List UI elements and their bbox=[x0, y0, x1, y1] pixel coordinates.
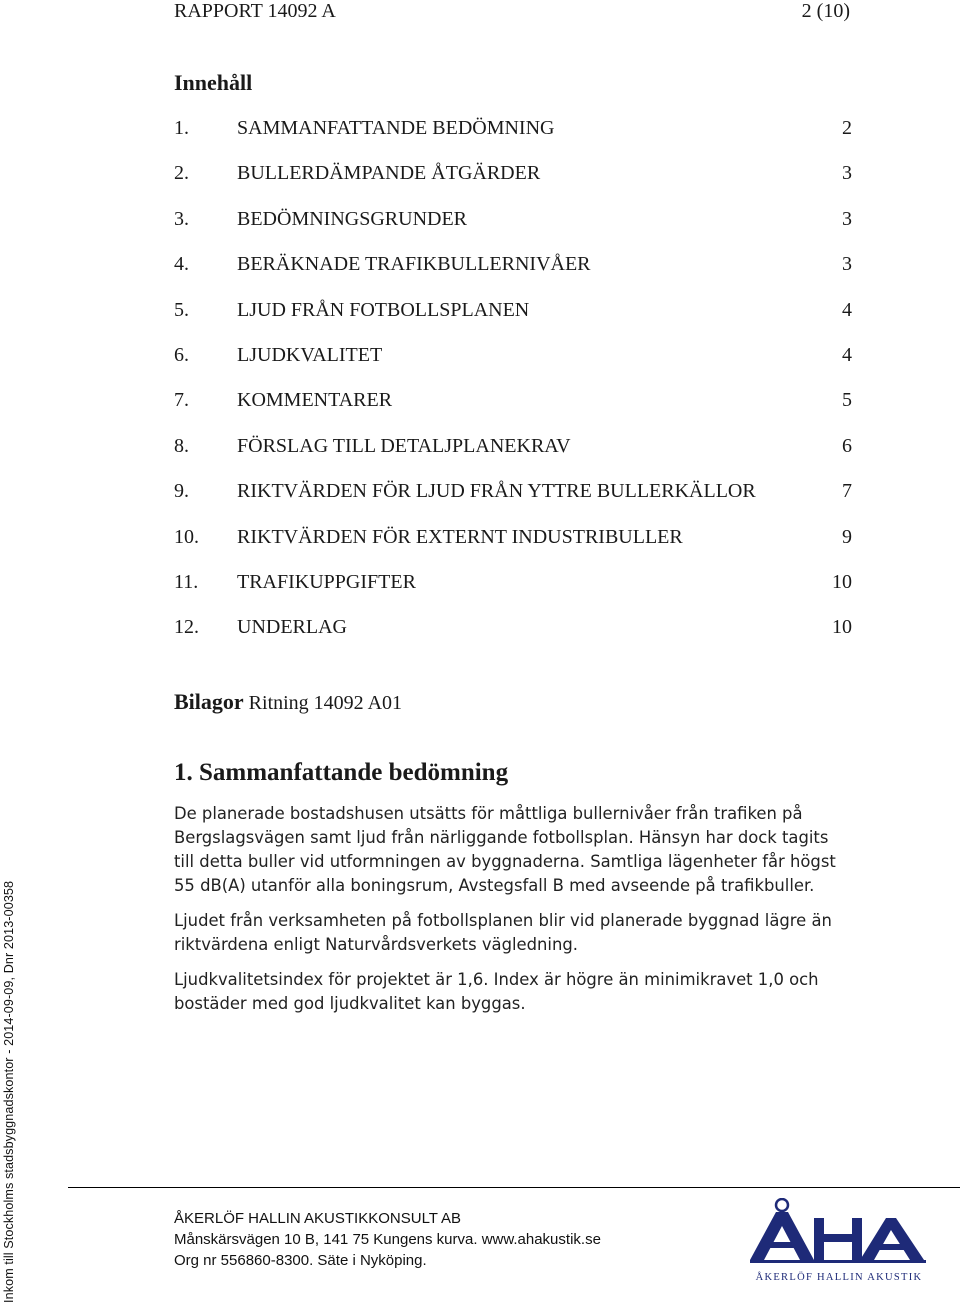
toc-item-title: BERÄKNADE TRAFIKBULLERNIVÅER bbox=[237, 253, 591, 276]
footer-org: Org nr 556860-8300. Säte i Nyköping. bbox=[174, 1252, 427, 1269]
footer-divider bbox=[68, 1187, 960, 1188]
toc-item-page: 3 bbox=[842, 207, 852, 230]
toc-item bbox=[174, 616, 852, 661]
paragraph-line: bostäder med god ljudkvalitet kan byggas. bbox=[174, 994, 526, 1013]
toc-item-title: UNDERLAG bbox=[237, 616, 347, 639]
toc-item-number: 2. bbox=[174, 162, 189, 185]
toc-item-title: BULLERDÄMPANDE ÅTGÄRDER bbox=[237, 162, 541, 185]
toc-item-number: 11. bbox=[174, 570, 199, 593]
section-heading: 1. Sammanfattande bedömning bbox=[174, 759, 509, 786]
toc-item-number: 7. bbox=[174, 389, 189, 412]
paragraph bbox=[174, 802, 864, 898]
toc-item-number: 9. bbox=[174, 480, 189, 503]
registration-stamp: Inkom till Stockholms stadsbyggnadskontor - 2014-09-09, Dnr 2013-00358 bbox=[2, 880, 16, 1303]
toc-item-title: FÖRSLAG TILL DETALJPLANEKRAV bbox=[237, 434, 571, 457]
toc-item-page: 3 bbox=[842, 162, 852, 185]
paragraph-line: Ljudet från verksamheten på fotbollsplanen blir vid planerade byggnad lägre än bbox=[174, 911, 832, 930]
toc-item bbox=[174, 162, 852, 207]
toc-item bbox=[174, 117, 852, 162]
footer bbox=[174, 1208, 601, 1271]
toc-item-page: 7 bbox=[842, 480, 852, 503]
toc-item-title: KOMMENTARER bbox=[237, 389, 393, 412]
paragraph-line: De planerade bostadshusen utsätts för måttliga bullernivåer från trafiken på bbox=[174, 804, 803, 823]
toc-item-page: 6 bbox=[842, 434, 852, 457]
toc-item bbox=[174, 526, 852, 571]
logo-caption: ÅKERLÖF HALLIN AKUSTIK bbox=[755, 1272, 923, 1283]
toc-item-title: TRAFIKUPPGIFTER bbox=[237, 570, 416, 593]
toc-item bbox=[174, 253, 852, 298]
toc-item bbox=[174, 208, 852, 253]
toc-item-title: SAMMANFATTANDE BEDÖMNING bbox=[237, 117, 555, 139]
paragraph-line: till detta buller vid utformningen av byggnaderna. Samtliga lägenheter får högst bbox=[174, 852, 836, 871]
toc-item-title: LJUD FRÅN FOTBOLLSPLANEN bbox=[237, 298, 530, 321]
toc-item-page: 10 bbox=[832, 570, 852, 593]
toc-item-number: 3. bbox=[174, 207, 189, 230]
report-id: RAPPORT 14092 A bbox=[174, 0, 336, 22]
toc-item bbox=[174, 435, 852, 480]
toc-item-number: 5. bbox=[174, 298, 189, 321]
toc-item-title: BEDÖMNINGSGRUNDER bbox=[237, 207, 468, 230]
toc-item-page: 2 bbox=[842, 117, 852, 139]
toc-item-number: 8. bbox=[174, 434, 189, 457]
attachments-label: Bilagor bbox=[174, 689, 244, 714]
page-number: 2 (10) bbox=[801, 0, 850, 22]
toc-item-number: 4. bbox=[174, 253, 189, 276]
paragraph-line: 55 dB(A) utanför alla boningsrum, Avstegsfall B med avseende på trafikbuller. bbox=[174, 876, 815, 895]
toc-item bbox=[174, 571, 852, 616]
toc-item-number: 6. bbox=[174, 343, 189, 366]
paragraph-line: riktvärdena enligt Naturvårdsverkets vägledning. bbox=[174, 935, 578, 954]
toc-item-number: 1. bbox=[174, 117, 189, 139]
toc-item bbox=[174, 344, 852, 389]
toc-item-title: RIKTVÄRDEN FÖR LJUD FRÅN YTTRE BULLERKÄLLOR bbox=[237, 480, 756, 503]
toc-item bbox=[174, 389, 852, 434]
section-body bbox=[174, 802, 864, 1027]
attachments-text: Ritning 14092 A01 bbox=[248, 692, 403, 714]
toc-item-title: RIKTVÄRDEN FÖR EXTERNT INDUSTRIBULLER bbox=[237, 525, 683, 548]
footer-company: ÅKERLÖF HALLIN AKUSTIKKONSULT AB bbox=[174, 1210, 462, 1227]
toc-item-page: 9 bbox=[842, 525, 852, 548]
toc-item-page: 4 bbox=[842, 343, 852, 366]
toc-item-title: LJUDKVALITET bbox=[237, 343, 383, 366]
toc-item-number: 10. bbox=[174, 525, 199, 548]
table-of-contents bbox=[174, 117, 852, 662]
toc-item-page: 3 bbox=[842, 253, 852, 276]
toc-item-page: 10 bbox=[832, 616, 852, 639]
paragraph-line: Bergslagsvägen samt ljud från närliggande fotbollsplan. Hänsyn har dock tagits bbox=[174, 828, 829, 847]
attachments bbox=[174, 689, 402, 715]
toc-item-page: 4 bbox=[842, 298, 852, 321]
toc-item-number: 12. bbox=[174, 616, 199, 639]
toc-item-page: 5 bbox=[842, 389, 852, 412]
toc-item bbox=[174, 299, 852, 344]
paragraph bbox=[174, 968, 864, 1016]
paragraph-line: Ljudkvalitetsindex för projektet är 1,6. Index är högre än minimikravet 1,0 och bbox=[174, 970, 819, 989]
paragraph bbox=[174, 909, 864, 957]
toc-item bbox=[174, 480, 852, 525]
toc-title: Innehåll bbox=[174, 70, 253, 95]
footer-address: Månskärsvägen 10 B, 141 75 Kungens kurva. www.ahakustik.se bbox=[174, 1231, 601, 1248]
